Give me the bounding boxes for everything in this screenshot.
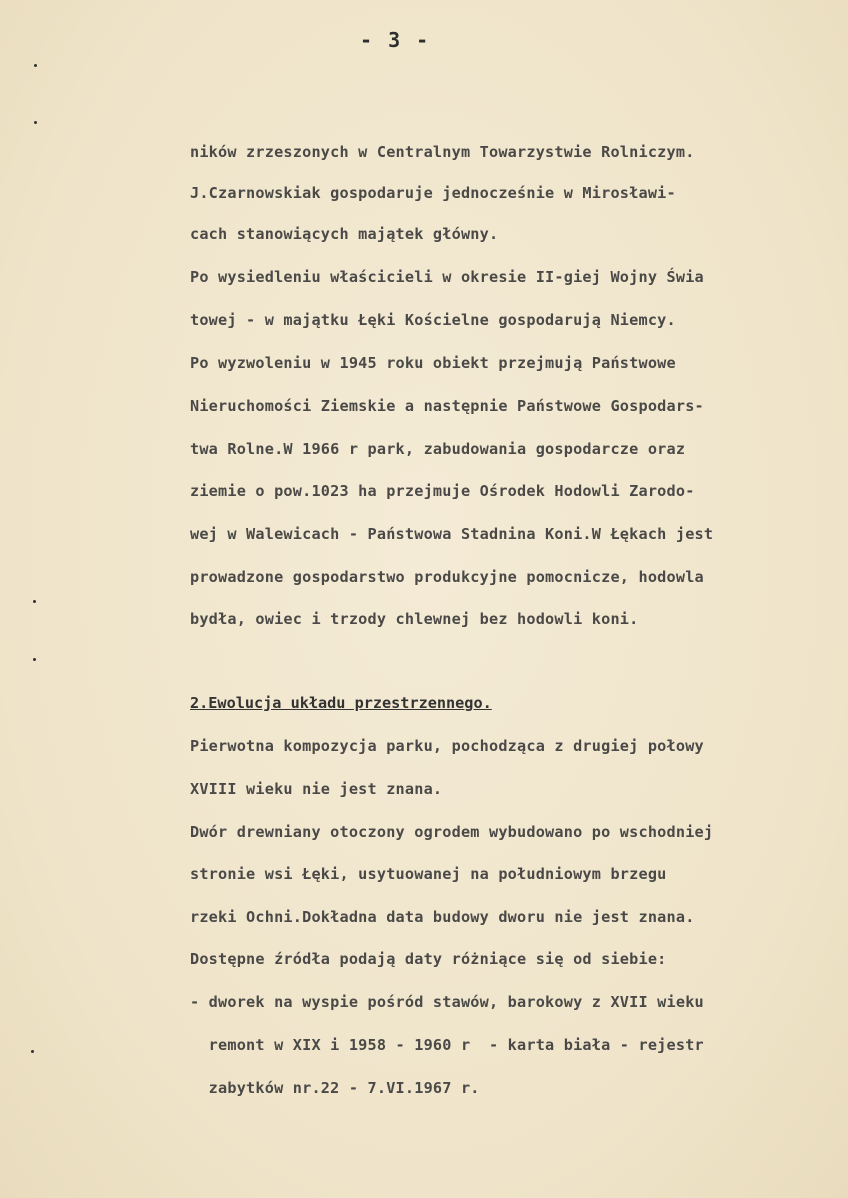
- text-line: Dwór drewniany otoczony ogrodem wybudowano po wschodniej: [190, 823, 714, 841]
- text-line: towej - w majątku Łęki Kościelne gospodarują Niemcy.: [190, 311, 676, 329]
- text-line: stronie wsi Łęki, usytuowanej na południowym brzegu: [190, 865, 667, 883]
- margin-speck: [33, 658, 36, 661]
- text-line: ników zrzeszonych w Centralnym Towarzystwie Rolniczym.: [190, 143, 695, 161]
- text-line: wej w Walewicach - Państwowa Stadnina Koni.W Łękach jest: [190, 525, 714, 543]
- section-heading: 2.Ewolucja układu przestrzennego.: [190, 694, 492, 712]
- text-line: Po wysiedleniu właścicieli w okresie II-giej Wojny Świa: [190, 268, 704, 286]
- text-line: - dworek na wyspie pośród stawów, barokowy z XVII wieku: [190, 993, 704, 1011]
- text-line: bydła, owiec i trzody chlewnej bez hodowli koni.: [190, 610, 639, 628]
- text-line: prowadzone gospodarstwo produkcyjne pomocnicze, hodowla: [190, 568, 704, 586]
- text-line: zabytków nr.22 - 7.VI.1967 r.: [190, 1079, 480, 1097]
- text-line: remont w XIX i 1958 - 1960 r - karta biała - rejestr: [190, 1036, 704, 1054]
- text-line: Dostępne źródła podają daty różniące się od siebie:: [190, 950, 667, 968]
- text-line: ziemie o pow.1023 ha przejmuje Ośrodek Hodowli Zarodo-: [190, 482, 695, 500]
- margin-speck: [34, 64, 37, 67]
- text-line: XVIII wieku nie jest znana.: [190, 780, 443, 798]
- margin-speck: [34, 121, 37, 124]
- text-line: rzeki Ochni.Dokładna data budowy dworu nie jest znana.: [190, 908, 695, 926]
- text-line: J.Czarnowskiak gospodaruje jednocześnie w Mirosławi-: [190, 184, 676, 202]
- text-line: twa Rolne.W 1966 r park, zabudowania gospodarcze oraz: [190, 440, 686, 458]
- text-line: Pierwotna kompozycja parku, pochodząca z drugiej połowy: [190, 737, 704, 755]
- margin-speck: [33, 600, 36, 603]
- page-number: - 3 -: [360, 28, 431, 52]
- text-line: Nieruchomości Ziemskie a następnie Państwowe Gospodars-: [190, 397, 704, 415]
- margin-speck: [31, 1050, 34, 1053]
- text-line: Po wyzwoleniu w 1945 roku obiekt przejmują Państwowe: [190, 354, 676, 372]
- text-line: cach stanowiących majątek główny.: [190, 225, 499, 243]
